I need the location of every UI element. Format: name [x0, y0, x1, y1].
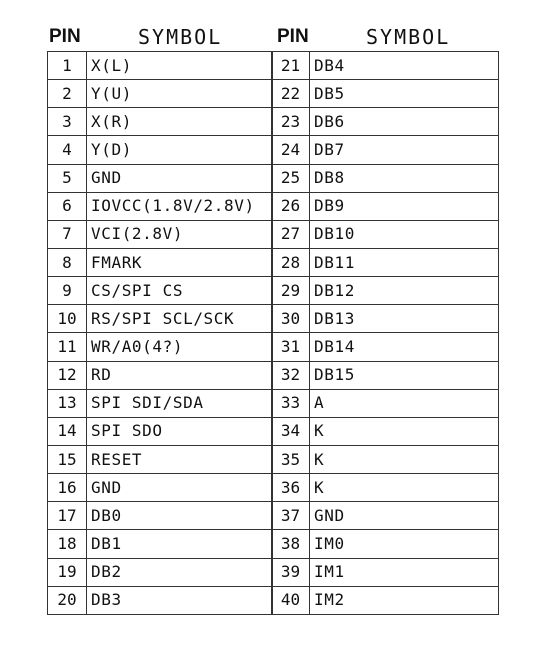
pin-symbol: X(L) — [87, 52, 273, 80]
table-row — [272, 192, 499, 220]
table-row — [48, 333, 273, 361]
pin-number: 38 — [272, 530, 310, 558]
pin-number: 29 — [272, 277, 310, 305]
table-row — [272, 417, 499, 445]
pin-number: 40 — [272, 586, 310, 614]
pin-symbol: K — [310, 417, 499, 445]
table-row — [48, 136, 273, 164]
pin-symbol: IM1 — [310, 558, 499, 586]
table-row — [48, 474, 273, 502]
pin-symbol: WR/A0(4?) — [87, 333, 273, 361]
table-row — [48, 192, 273, 220]
pin-symbol: SPI SDO — [87, 417, 273, 445]
pin-number: 8 — [48, 248, 87, 276]
pin-number: 10 — [48, 305, 87, 333]
pin-number: 24 — [272, 136, 310, 164]
pin-symbol: K — [310, 474, 499, 502]
pin-number: 16 — [48, 474, 87, 502]
pin-number: 11 — [48, 333, 87, 361]
pin-number: 7 — [48, 220, 87, 248]
table-row — [272, 80, 499, 108]
pin-symbol: FMARK — [87, 248, 273, 276]
table-row — [272, 389, 499, 417]
pin-number: 32 — [272, 361, 310, 389]
table-row — [48, 220, 273, 248]
pin-number: 14 — [48, 417, 87, 445]
pin-number: 31 — [272, 333, 310, 361]
pin-number: 13 — [48, 389, 87, 417]
pin-symbol: DB3 — [87, 586, 273, 614]
pin-symbol: DB0 — [87, 502, 273, 530]
right-pin-header: PIN — [277, 26, 309, 47]
table-row — [272, 586, 499, 614]
table-row — [272, 164, 499, 192]
pin-symbol: RESET — [87, 445, 273, 473]
table-row — [48, 558, 273, 586]
table-row — [272, 305, 499, 333]
table-row — [272, 248, 499, 276]
pin-number: 2 — [48, 80, 87, 108]
pin-symbol: DB15 — [310, 361, 499, 389]
pin-symbol: DB13 — [310, 305, 499, 333]
table-row — [48, 445, 273, 473]
pin-number: 25 — [272, 164, 310, 192]
pin-symbol: SPI SDI/SDA — [87, 389, 273, 417]
pin-symbol: RD — [87, 361, 273, 389]
table-row — [48, 530, 273, 558]
pin-number: 19 — [48, 558, 87, 586]
right-pin-table — [271, 51, 499, 615]
pin-number: 37 — [272, 502, 310, 530]
pin-symbol: GND — [87, 474, 273, 502]
pin-symbol: IM2 — [310, 586, 499, 614]
pin-number: 23 — [272, 108, 310, 136]
pin-symbol: DB7 — [310, 136, 499, 164]
pin-symbol: DB2 — [87, 558, 273, 586]
table-row — [272, 474, 499, 502]
table-row — [48, 586, 273, 614]
pin-symbol: DB4 — [310, 52, 499, 80]
table-row — [48, 108, 273, 136]
pin-symbol: RS/SPI SCL/SCK — [87, 305, 273, 333]
pin-number: 18 — [48, 530, 87, 558]
pin-number: 3 — [48, 108, 87, 136]
pin-number: 28 — [272, 248, 310, 276]
table-row — [272, 108, 499, 136]
pin-symbol: Y(D) — [87, 136, 273, 164]
pin-number: 1 — [48, 52, 87, 80]
table-row — [272, 530, 499, 558]
pin-number: 6 — [48, 192, 87, 220]
pin-symbol: DB8 — [310, 164, 499, 192]
pin-number: 17 — [48, 502, 87, 530]
pin-number: 22 — [272, 80, 310, 108]
table-row — [48, 277, 273, 305]
table-row — [272, 52, 499, 80]
pin-symbol: VCI(2.8V) — [87, 220, 273, 248]
pin-symbol: A — [310, 389, 499, 417]
pin-number: 12 — [48, 361, 87, 389]
left-pin-table — [47, 51, 273, 615]
pin-symbol: GND — [87, 164, 273, 192]
pin-symbol: DB12 — [310, 277, 499, 305]
table-row — [272, 277, 499, 305]
table-row — [48, 502, 273, 530]
pin-number: 9 — [48, 277, 87, 305]
pin-symbol: Y(U) — [87, 80, 273, 108]
pin-number: 27 — [272, 220, 310, 248]
pin-symbol: DB1 — [87, 530, 273, 558]
pin-number: 30 — [272, 305, 310, 333]
pin-number: 21 — [272, 52, 310, 80]
pin-symbol: GND — [310, 502, 499, 530]
pin-number: 39 — [272, 558, 310, 586]
table-row — [48, 52, 273, 80]
table-row — [48, 417, 273, 445]
pin-number: 26 — [272, 192, 310, 220]
pin-symbol: CS/SPI CS — [87, 277, 273, 305]
table-row — [272, 333, 499, 361]
pin-symbol: DB9 — [310, 192, 499, 220]
pin-number: 20 — [48, 586, 87, 614]
pin-symbol: DB11 — [310, 248, 499, 276]
table-row — [272, 558, 499, 586]
right-symbol-header: SYMBOL — [366, 25, 451, 49]
pin-number: 34 — [272, 417, 310, 445]
pin-symbol: IM0 — [310, 530, 499, 558]
pin-symbol: DB6 — [310, 108, 499, 136]
pin-symbol: X(R) — [87, 108, 273, 136]
pin-number: 5 — [48, 164, 87, 192]
table-row — [48, 389, 273, 417]
table-row — [272, 445, 499, 473]
pin-number: 33 — [272, 389, 310, 417]
pin-number: 35 — [272, 445, 310, 473]
table-row — [48, 164, 273, 192]
left-pin-header: PIN — [49, 26, 81, 47]
table-row — [272, 361, 499, 389]
table-row — [272, 136, 499, 164]
pin-symbol: DB14 — [310, 333, 499, 361]
left-symbol-header: SYMBOL — [138, 25, 223, 49]
table-row — [48, 361, 273, 389]
pin-number: 15 — [48, 445, 87, 473]
pin-symbol: DB10 — [310, 220, 499, 248]
table-row — [272, 220, 499, 248]
pin-symbol: DB5 — [310, 80, 499, 108]
table-row — [48, 248, 273, 276]
pin-number: 36 — [272, 474, 310, 502]
table-row — [48, 80, 273, 108]
pin-symbol: K — [310, 445, 499, 473]
pin-symbol: IOVCC(1.8V/2.8V) — [87, 192, 273, 220]
pin-number: 4 — [48, 136, 87, 164]
table-row — [272, 502, 499, 530]
table-row — [48, 305, 273, 333]
